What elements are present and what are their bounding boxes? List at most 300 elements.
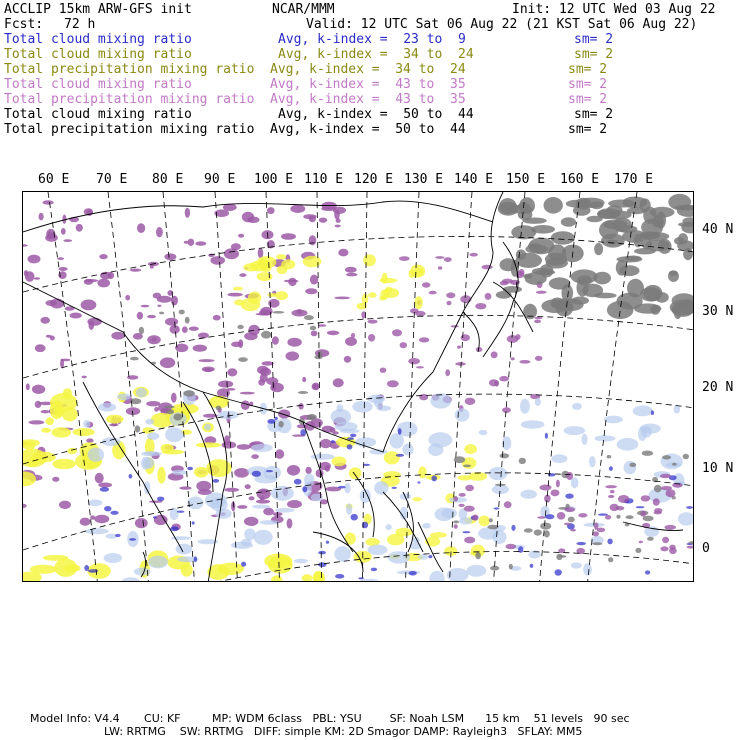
- high-level-mixing-area: [453, 520, 459, 523]
- high-level-mixing-area: [475, 552, 481, 559]
- precip-mixing-ratio-area: [154, 407, 159, 412]
- cloud-mixing-ratio-area: [62, 407, 78, 421]
- high-level-mixing-area: [544, 530, 550, 537]
- precip-mixing-ratio-area: [408, 358, 420, 364]
- precip-mixing-ratio-area: [566, 472, 573, 480]
- precip-mixing-ratio-area: [392, 329, 402, 336]
- cloud-mixing-ratio-area: [430, 532, 447, 538]
- cloud-mixing-ratio-area: [268, 556, 293, 573]
- low-cloud-area: [335, 574, 344, 579]
- high-level-mixing-area: [540, 523, 551, 530]
- low-cloud-area: [176, 544, 193, 555]
- precip-mixing-ratio-area: [309, 235, 317, 245]
- high-level-mixing-area: [261, 331, 271, 339]
- high-level-mixing-area: [279, 421, 284, 427]
- high-level-mixing-area: [571, 297, 589, 305]
- precip-mixing-ratio-area: [537, 516, 546, 518]
- field-smoothing: sm= 2: [574, 32, 614, 47]
- precip-mixing-ratio-area: [333, 378, 344, 387]
- low-cloud-area: [177, 511, 185, 513]
- precip-mixing-ratio-area: [519, 360, 530, 364]
- low-cloud-area: [386, 524, 392, 530]
- precip-mixing-ratio-area: [515, 334, 520, 340]
- precip-mixing-ratio-area: [153, 293, 161, 299]
- precip-mixing-ratio-area: [422, 282, 431, 287]
- low-cloud-area: [129, 474, 133, 479]
- low-cloud-area: [241, 562, 246, 567]
- precip-mixing-ratio-area: [455, 362, 466, 366]
- low-cloud-area: [583, 563, 592, 575]
- precip-mixing-ratio-area: [156, 227, 163, 237]
- precip-mixing-ratio-area: [387, 380, 399, 387]
- low-cloud-area: [153, 516, 157, 518]
- precip-mixing-ratio-area: [459, 493, 466, 497]
- low-cloud-area: [204, 424, 211, 431]
- precip-mixing-ratio-area: [570, 529, 576, 532]
- low-cloud-area: [422, 523, 431, 529]
- low-cloud-area: [110, 511, 118, 515]
- low-cloud-area: [157, 497, 164, 502]
- cloud-mixing-ratio-area: [412, 497, 422, 501]
- precip-mixing-ratio-area: [400, 342, 407, 348]
- cloud-mixing-ratio-area: [257, 272, 273, 281]
- high-level-mixing-area: [592, 542, 602, 545]
- cloud-mixing-ratio-area: [418, 466, 426, 478]
- precip-mixing-ratio-area: [335, 225, 341, 228]
- precip-mixing-ratio-area: [185, 208, 190, 218]
- precip-mixing-ratio-area: [45, 300, 56, 306]
- high-level-mixing-area: [561, 217, 576, 227]
- low-cloud-area: [647, 581, 654, 582]
- high-level-mixing-area: [627, 207, 646, 214]
- precip-mixing-ratio-area: [447, 301, 452, 306]
- high-level-mixing-area: [216, 406, 222, 411]
- low-cloud-area: [645, 570, 650, 574]
- precip-mixing-ratio-area: [669, 545, 676, 550]
- precip-mixing-ratio-area: [292, 310, 308, 317]
- high-level-mixing-area: [582, 284, 603, 298]
- high-level-mixing-area: [624, 256, 641, 261]
- precip-mixing-ratio-area: [564, 523, 571, 526]
- longitude-label: 130 E: [404, 172, 444, 187]
- precip-mixing-ratio-area: [195, 241, 206, 245]
- field-name: Total cloud mixing ratio: [4, 47, 192, 62]
- precip-mixing-ratio-area: [465, 485, 474, 491]
- precip-mixing-ratio-area: [327, 331, 339, 336]
- high-level-mixing-area: [607, 205, 623, 214]
- high-level-mixing-area: [238, 357, 248, 362]
- precip-mixing-ratio-area: [278, 409, 290, 418]
- low-cloud-area: [88, 448, 105, 462]
- cloud-mixing-ratio-area: [313, 571, 325, 582]
- precip-mixing-ratio-area: [551, 490, 560, 497]
- precip-mixing-ratio-area: [32, 385, 45, 394]
- field-avg: Avg, k-index = 50 to 44: [270, 122, 466, 137]
- longitude-label: 70 E: [96, 172, 128, 187]
- longitude-label: 160 E: [560, 172, 600, 187]
- low-cloud-area: [462, 531, 470, 533]
- precip-mixing-ratio-area: [193, 345, 207, 352]
- high-level-mixing-area: [487, 525, 498, 530]
- low-cloud-area: [275, 508, 294, 513]
- low-cloud-area: [607, 539, 612, 545]
- high-level-mixing-area: [669, 270, 678, 275]
- high-level-mixing-area: [573, 205, 591, 216]
- cloud-mixing-ratio-area: [196, 442, 222, 447]
- cloud-mixing-ratio-area: [385, 287, 392, 293]
- precip-mixing-ratio-area: [213, 315, 221, 321]
- precip-mixing-ratio-area: [171, 393, 177, 403]
- low-cloud-area: [252, 471, 261, 477]
- precip-mixing-ratio-area: [334, 210, 340, 220]
- precip-mixing-ratio-area: [224, 248, 239, 259]
- precip-mixing-ratio-area: [227, 293, 242, 297]
- field-name: Total cloud mixing ratio: [4, 107, 192, 122]
- field-avg: Avg, k-index = 34 to 24: [278, 47, 474, 62]
- precip-mixing-ratio-area: [26, 383, 30, 390]
- precip-mixing-ratio-area: [272, 336, 279, 345]
- precip-mixing-ratio-area: [249, 496, 255, 500]
- latitude-label: 0: [702, 541, 710, 556]
- precip-mixing-ratio-area: [244, 517, 259, 526]
- precip-mixing-ratio-area: [81, 300, 97, 311]
- precip-mixing-ratio-area: [511, 357, 515, 360]
- precip-mixing-ratio-area: [165, 318, 178, 326]
- high-level-mixing-area: [642, 451, 653, 456]
- longitude-label: 100 E: [254, 172, 294, 187]
- high-level-mixing-area: [307, 414, 317, 420]
- precip-mixing-ratio-area: [640, 511, 646, 517]
- precip-mixing-ratio-area: [199, 359, 215, 362]
- meridian-line: [48, 192, 98, 582]
- precip-mixing-ratio-area: [270, 383, 284, 393]
- precip-mixing-ratio-area: [70, 313, 82, 319]
- precip-mixing-ratio-area: [52, 477, 59, 482]
- precip-mixing-ratio-area: [641, 495, 651, 501]
- high-level-mixing-area: [179, 310, 185, 315]
- cloud-mixing-ratio-area: [161, 444, 174, 453]
- high-level-mixing-area: [318, 351, 322, 358]
- precip-mixing-ratio-area: [157, 305, 161, 307]
- cloud-mixing-ratio-area: [243, 263, 258, 271]
- low-cloud-area: [511, 525, 515, 531]
- cloud-mixing-ratio-area: [267, 293, 277, 297]
- high-level-mixing-area: [656, 212, 666, 229]
- high-level-mixing-area: [642, 238, 652, 249]
- high-level-mixing-area: [525, 245, 548, 254]
- precip-mixing-ratio-area: [98, 483, 112, 488]
- precip-mixing-ratio-area: [660, 546, 668, 551]
- high-level-mixing-area: [683, 454, 689, 460]
- high-level-mixing-area: [534, 530, 542, 536]
- low-cloud-area: [350, 434, 356, 438]
- field-smoothing: sm= 2: [568, 77, 608, 92]
- cloud-mixing-ratio-area: [277, 266, 288, 275]
- low-cloud-area: [686, 506, 693, 509]
- low-cloud-area: [244, 528, 255, 540]
- precip-mixing-ratio-area: [687, 546, 694, 549]
- low-cloud-area: [520, 490, 537, 499]
- low-cloud-area: [572, 403, 582, 410]
- precip-mixing-ratio-area: [319, 218, 327, 223]
- low-cloud-area: [409, 571, 417, 576]
- low-cloud-area: [390, 433, 404, 449]
- precip-mixing-ratio-area: [297, 424, 308, 428]
- low-cloud-area: [651, 410, 654, 415]
- precip-mixing-ratio-area: [565, 507, 576, 512]
- cloud-mixing-ratio-area: [52, 459, 75, 470]
- precip-mixing-ratio-area: [147, 315, 156, 318]
- low-cloud-area: [369, 449, 387, 454]
- precip-mixing-ratio-area: [59, 267, 68, 271]
- precip-mixing-ratio-area: [368, 334, 375, 342]
- longitude-label: 170 E: [614, 172, 654, 187]
- low-cloud-area: [136, 388, 147, 398]
- high-level-mixing-area: [590, 201, 603, 209]
- high-level-mixing-area: [463, 465, 471, 468]
- precip-mixing-ratio-area: [321, 207, 336, 211]
- longitude-label: 150 E: [506, 172, 546, 187]
- precip-mixing-ratio-area: [87, 318, 101, 326]
- high-level-mixing-area: [185, 317, 190, 324]
- precip-mixing-ratio-area: [654, 508, 662, 513]
- precip-mixing-ratio-area: [464, 537, 475, 544]
- cloud-mixing-ratio-area: [106, 415, 123, 424]
- precip-mixing-ratio-area: [287, 518, 293, 528]
- precip-mixing-ratio-area: [184, 241, 189, 244]
- precip-mixing-ratio-area: [146, 401, 160, 406]
- precip-mixing-ratio-area: [605, 515, 611, 520]
- high-level-mixing-area: [672, 303, 694, 317]
- forecast-hours: 72 h: [64, 17, 96, 32]
- coastline: [23, 201, 493, 232]
- high-level-mixing-area: [166, 409, 174, 414]
- precip-mixing-ratio-area: [257, 489, 271, 500]
- precip-mixing-ratio-area: [639, 541, 643, 544]
- low-cloud-area: [545, 514, 554, 519]
- precip-mixing-ratio-area: [256, 500, 270, 504]
- low-cloud-area: [641, 426, 652, 437]
- cloud-mixing-ratio-area: [303, 256, 322, 268]
- high-level-mixing-area: [237, 325, 243, 329]
- low-cloud-area: [617, 438, 639, 451]
- high-level-mixing-area: [183, 390, 195, 396]
- precip-mixing-ratio-area: [175, 344, 188, 353]
- low-cloud-area: [252, 505, 270, 509]
- precip-mixing-ratio-area: [330, 427, 336, 433]
- precip-mixing-ratio-area: [597, 528, 605, 533]
- precip-mixing-ratio-area: [662, 537, 669, 543]
- precip-mixing-ratio-area: [59, 501, 71, 509]
- high-level-mixing-area: [629, 463, 636, 467]
- field-avg: Avg, k-index = 43 to 35: [270, 92, 466, 107]
- precip-mixing-ratio-area: [34, 277, 40, 280]
- precip-mixing-ratio-area: [311, 331, 318, 337]
- precip-mixing-ratio-area: [39, 213, 44, 221]
- low-cloud-area: [147, 432, 160, 439]
- precip-mixing-ratio-area: [457, 346, 461, 349]
- precip-mixing-ratio-area: [160, 357, 175, 368]
- precip-mixing-ratio-area: [179, 486, 191, 489]
- precip-mixing-ratio-area: [258, 379, 265, 386]
- low-cloud-area: [377, 406, 392, 412]
- cloud-mixing-ratio-area: [157, 467, 165, 484]
- precip-mixing-ratio-area: [82, 376, 87, 379]
- precip-mixing-ratio-area: [461, 334, 470, 341]
- precip-mixing-ratio-area: [593, 531, 599, 536]
- cloud-mixing-ratio-area: [302, 574, 313, 582]
- precip-mixing-ratio-area: [25, 271, 35, 282]
- precip-mixing-ratio-area: [338, 249, 348, 257]
- precip-mixing-ratio-area: [470, 253, 478, 257]
- low-cloud-area: [571, 562, 582, 568]
- precip-mixing-ratio-area: [416, 366, 424, 368]
- low-cloud-area: [83, 420, 90, 428]
- low-cloud-area: [551, 454, 567, 463]
- low-cloud-area: [145, 419, 154, 425]
- high-level-mixing-area: [164, 406, 175, 408]
- low-cloud-area: [594, 435, 615, 441]
- high-level-mixing-area: [677, 240, 694, 251]
- cloud-mixing-ratio-area: [345, 533, 356, 545]
- high-level-mixing-area: [496, 291, 512, 299]
- longitude-label: 120 E: [354, 172, 394, 187]
- low-cloud-area: [402, 444, 413, 456]
- precip-mixing-ratio-area: [147, 335, 161, 344]
- low-cloud-area: [428, 443, 443, 456]
- low-cloud-area: [582, 434, 588, 445]
- precip-mixing-ratio-area: [150, 264, 154, 268]
- longitude-label: 60 E: [38, 172, 70, 187]
- field-avg: Avg, k-index = 43 to 35: [270, 77, 466, 92]
- cloud-mixing-ratio-area: [395, 528, 412, 537]
- precip-mixing-ratio-area: [399, 256, 410, 261]
- precip-mixing-ratio-area: [210, 256, 225, 265]
- precip-mixing-ratio-area: [534, 320, 541, 324]
- high-level-mixing-area: [647, 537, 654, 541]
- precip-mixing-ratio-area: [281, 233, 296, 240]
- longitude-label: 80 E: [152, 172, 184, 187]
- low-cloud-area: [84, 565, 89, 571]
- low-cloud-area: [678, 512, 694, 525]
- high-level-mixing-area: [617, 293, 643, 310]
- low-cloud-area: [172, 470, 187, 475]
- field-name: Total precipitation mixing ratio: [4, 62, 255, 77]
- low-cloud-area: [479, 430, 488, 435]
- cloud-mixing-ratio-area: [479, 516, 490, 527]
- precip-mixing-ratio-area: [42, 200, 53, 204]
- precip-mixing-ratio-area: [435, 256, 444, 259]
- precip-mixing-ratio-area: [618, 495, 629, 503]
- low-cloud-area: [351, 514, 358, 521]
- low-cloud-area: [396, 454, 404, 457]
- precip-mixing-ratio-area: [240, 392, 255, 395]
- high-level-mixing-area: [639, 232, 660, 240]
- precip-mixing-ratio-area: [334, 297, 350, 300]
- cloud-mixing-ratio-area: [52, 427, 72, 437]
- low-cloud-area: [633, 406, 653, 417]
- latitude-label: 20 N: [702, 380, 734, 395]
- precip-mixing-ratio-area: [287, 500, 302, 508]
- low-cloud-area: [121, 577, 139, 582]
- precip-mixing-ratio-area: [534, 317, 542, 320]
- low-cloud-area: [171, 536, 192, 540]
- cloud-mixing-ratio-area: [63, 388, 72, 398]
- low-cloud-area: [88, 500, 102, 507]
- precip-mixing-ratio-area: [535, 356, 543, 361]
- low-cloud-area: [141, 451, 162, 456]
- low-cloud-area: [368, 545, 388, 555]
- precip-mixing-ratio-area: [485, 293, 492, 300]
- low-cloud-area: [129, 538, 136, 541]
- precip-mixing-ratio-area: [380, 368, 387, 373]
- low-cloud-area: [194, 556, 197, 562]
- precip-mixing-ratio-area: [182, 326, 188, 333]
- low-cloud-area: [429, 571, 444, 582]
- high-level-mixing-area: [559, 555, 567, 558]
- low-cloud-area: [535, 398, 541, 406]
- low-cloud-area: [455, 408, 470, 421]
- precip-mixing-ratio-area: [491, 351, 498, 358]
- precip-mixing-ratio-area: [95, 473, 104, 484]
- precip-mixing-ratio-area: [494, 380, 499, 386]
- precip-mixing-ratio-area: [86, 438, 93, 442]
- low-cloud-area: [100, 487, 109, 492]
- precip-mixing-ratio-area: [50, 336, 55, 341]
- high-level-mixing-area: [509, 564, 513, 570]
- precip-mixing-ratio-area: [97, 279, 110, 288]
- high-level-mixing-area: [551, 231, 575, 244]
- low-cloud-area: [337, 404, 344, 412]
- cloud-mixing-ratio-area: [73, 428, 95, 436]
- low-cloud-area: [564, 426, 586, 435]
- high-level-mixing-area: [500, 453, 510, 458]
- high-level-mixing-area: [139, 327, 144, 334]
- precip-mixing-ratio-area: [111, 332, 124, 340]
- precip-mixing-ratio-area: [234, 468, 249, 478]
- precip-mixing-ratio-area: [28, 255, 41, 264]
- precip-mixing-ratio-area: [540, 485, 552, 491]
- cloud-mixing-ratio-area: [41, 428, 51, 433]
- low-cloud-area: [143, 457, 154, 468]
- field-smoothing: sm= 2: [568, 92, 608, 107]
- field-name: Total precipitation mixing ratio: [4, 92, 255, 107]
- low-cloud-area: [318, 551, 326, 555]
- low-cloud-area: [115, 534, 121, 537]
- field-avg: Avg, k-index = 50 to 44: [278, 107, 474, 122]
- precip-mixing-ratio-area: [63, 239, 72, 242]
- low-cloud-area: [251, 444, 273, 452]
- precip-mixing-ratio-area: [130, 269, 142, 272]
- precip-mixing-ratio-area: [472, 515, 478, 521]
- low-cloud-area: [311, 454, 335, 460]
- precip-mixing-ratio-area: [666, 489, 676, 497]
- low-cloud-area: [274, 417, 277, 420]
- precip-mixing-ratio-area: [257, 366, 269, 374]
- precip-mixing-ratio-area: [505, 544, 516, 549]
- high-level-mixing-area: [489, 518, 493, 522]
- precip-mixing-ratio-area: [419, 337, 429, 342]
- low-cloud-area: [576, 542, 586, 545]
- precip-mixing-ratio-area: [460, 295, 471, 303]
- high-level-mixing-area: [608, 557, 613, 562]
- latitude-label: 40 N: [702, 222, 734, 237]
- high-level-mixing-area: [174, 414, 183, 421]
- precip-mixing-ratio-area: [445, 369, 450, 376]
- precip-mixing-ratio-area: [80, 518, 91, 526]
- precip-mixing-ratio-area: [608, 495, 614, 498]
- precip-mixing-ratio-area: [351, 333, 355, 338]
